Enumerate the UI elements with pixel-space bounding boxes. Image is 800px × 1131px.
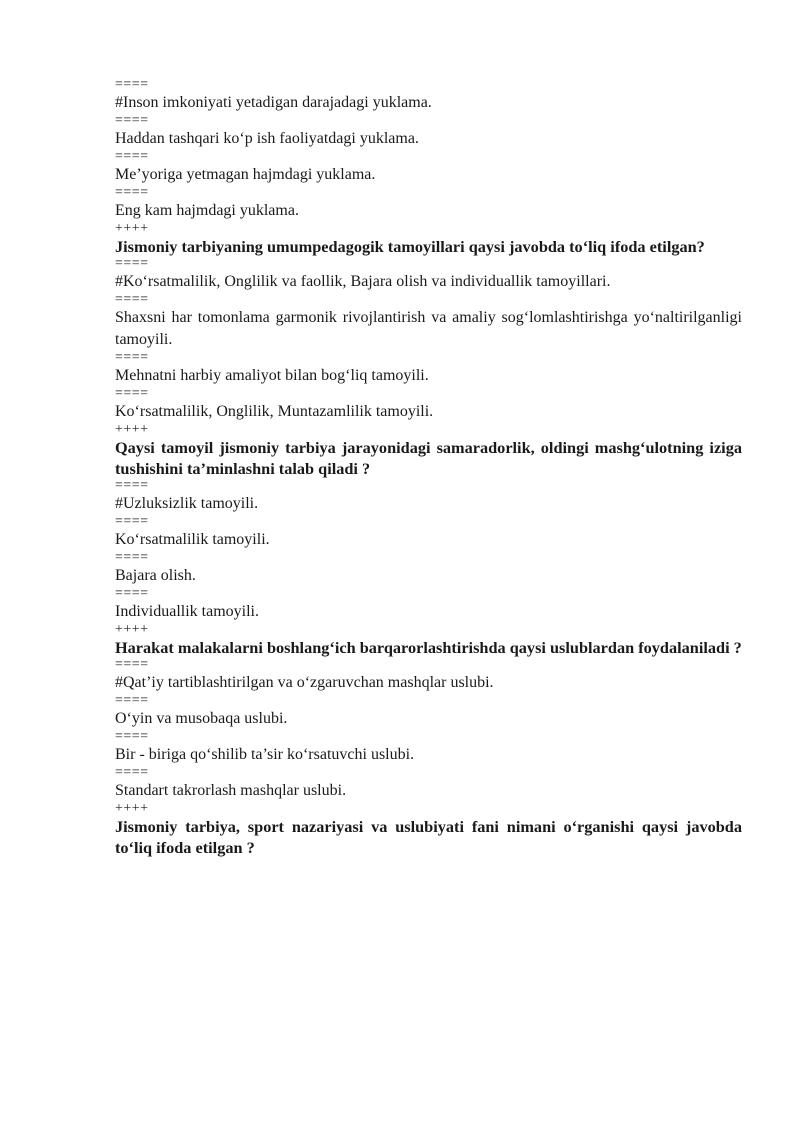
- separator-line: ====: [115, 185, 149, 200]
- separator-line: ====: [115, 693, 149, 708]
- separator-line: ====: [115, 657, 149, 672]
- separator-line: ++++: [115, 422, 149, 437]
- separator-line: ====: [115, 514, 149, 529]
- answer-option: Shaxsni har tomonlama garmonik rivojlantirish va amaliy sog‘lomlashtirishga yo‘naltirilganligi tamoyili.: [115, 309, 742, 348]
- separator-line: ++++: [115, 221, 149, 236]
- separator-line: ====: [115, 350, 149, 365]
- separator-line: ====: [115, 77, 149, 92]
- answer-option: Bajara olish.: [115, 567, 196, 584]
- separator-line: ====: [115, 113, 149, 128]
- answer-option: Ko‘rsatmalilik, Onglilik, Muntazamlilik tamoyili.: [115, 403, 434, 420]
- separator-line: ====: [115, 386, 149, 401]
- answer-option: Bir - biriga qo‘shilib ta’sir ko‘rsatuvchi uslubi.: [115, 746, 415, 763]
- separator-line: ====: [115, 292, 149, 307]
- separator-line: ====: [115, 478, 149, 493]
- separator-line: ====: [115, 765, 149, 780]
- answer-option: Standart takrorlash mashqlar uslubi.: [115, 782, 347, 799]
- answer-option: Mehnatni harbiy amaliyot bilan bog‘liq tamoyili.: [115, 367, 429, 384]
- separator-line: ++++: [115, 801, 149, 816]
- document-page: [115, 78, 742, 858]
- separator-line: ====: [115, 256, 149, 271]
- separator-line: ====: [115, 149, 149, 164]
- answer-option: Eng kam hajmdagi yuklama.: [115, 202, 299, 219]
- question-text: Jismoniy tarbiya, sport nazariyasi va uslubiyati fani nimani o‘rganishi qaysi javobda to‘liq ifoda etilgan ?: [115, 817, 742, 857]
- answer-option: Individuallik tamoyili.: [115, 603, 259, 620]
- answer-option: Haddan tashqari ko‘p ish faoliyatdagi yuklama.: [115, 130, 419, 147]
- answer-option: #Qat’iy tartiblashtirilgan va o‘zgaruvchan mashqlar uslubi.: [115, 674, 494, 691]
- answer-option: O‘yin va musobaqa uslubi.: [115, 710, 288, 727]
- separator-line: ++++: [115, 622, 149, 637]
- separator-line: ====: [115, 729, 149, 744]
- answer-option: #Uzluksizlik tamoyili.: [115, 495, 259, 512]
- answer-option: #Ko‘rsatmalilik, Onglilik va faollik, Bajara olish va individuallik tamoyillari.: [115, 273, 611, 290]
- separator-line: ====: [115, 550, 149, 565]
- answer-option: #Inson imkoniyati yetadigan darajadagi yuklama.: [115, 94, 432, 111]
- separator-line: ====: [115, 586, 149, 601]
- question-text: Qaysi tamoyil jismoniy tarbiya jarayonidagi samaradorlik, oldingi mashg‘ulotning iziga tushishini ta’minlashni talab qiladi ?: [115, 438, 742, 478]
- question-text: Harakat malakalarni boshlang‘ich barqarorlashtirishda qaysi uslublardan foydalaniladi ?: [115, 638, 742, 657]
- answer-option: Me’yoriga yetmagan hajmdagi yuklama.: [115, 166, 376, 183]
- question-text: Jismoniy tarbiyaning umumpedagogik tamoyillari qaysi javobda to‘liq ifoda etilgan?: [115, 237, 705, 256]
- answer-option: Ko‘rsatmalilik tamoyili.: [115, 531, 270, 548]
